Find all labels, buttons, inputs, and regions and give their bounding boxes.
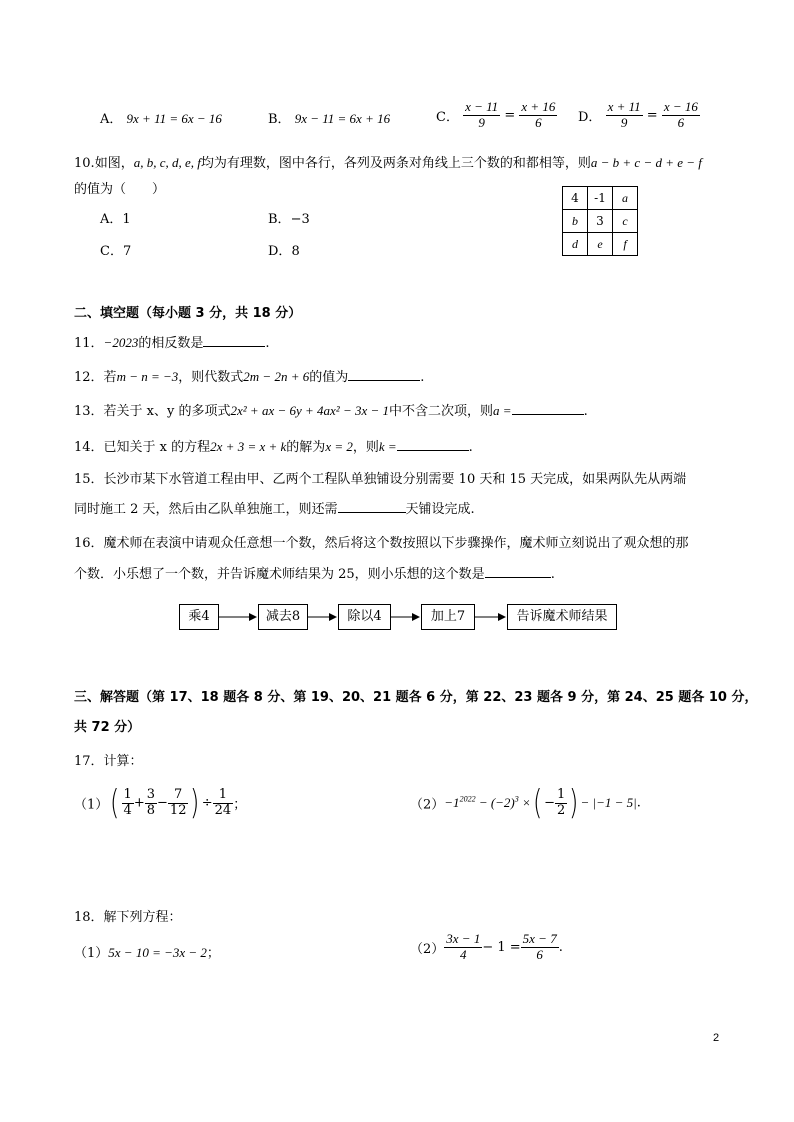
operator: + — [133, 795, 145, 811]
q12-text: 的值为 — [309, 370, 349, 385]
q17-abs-term: − |−1 − 5| — [580, 795, 637, 810]
grid-cell: e — [588, 233, 613, 256]
equals-sign: = — [504, 107, 516, 123]
frac-denominator: 8 — [146, 802, 156, 818]
q10-stem-end: 的值为（ ） — [74, 182, 166, 197]
punctuation: . — [583, 404, 588, 419]
part-label: （2） — [410, 941, 445, 957]
grid-cell: c — [613, 210, 638, 233]
q16-text: . — [550, 567, 555, 582]
punctuation: ； — [233, 797, 247, 813]
q10-stem-text: 均为有理数，图中各行，各列及两条对角线上三个数的和都相等，则 — [200, 156, 591, 171]
exponent: 3 — [514, 794, 519, 804]
fraction — [213, 788, 234, 819]
q17-part1 — [74, 783, 247, 823]
fraction — [444, 932, 482, 963]
q14-text: ，则 — [352, 440, 379, 455]
punctuation: . — [636, 795, 641, 811]
operator: × — [522, 795, 531, 811]
page-number: 2 — [713, 1032, 720, 1044]
q18-part1 — [74, 942, 220, 961]
question-number: 12． — [74, 370, 104, 385]
q13-expression: 2x² + ax − 6y + 4ax² − 3x − 1 — [230, 403, 390, 418]
q12-condition: m − n = −3 — [116, 369, 179, 384]
frac-numerator: 3x − 1 — [446, 931, 481, 946]
operator: ÷ — [201, 795, 213, 811]
q14-variable: k = — [378, 439, 397, 454]
frac-denominator: 24 — [214, 802, 232, 818]
q13-text: 中不含二次项，则 — [389, 404, 494, 419]
frac-denominator: 9 — [478, 114, 485, 130]
q13-variable: a = — [493, 403, 512, 418]
left-paren-icon: ( — [532, 783, 543, 823]
option-value: 8 — [291, 244, 300, 259]
q9-option-a-expr: 9x + 11 = 6x − 16 — [126, 111, 222, 126]
punctuation: . — [265, 336, 270, 351]
option-label: D． — [268, 244, 292, 259]
question-number: 14． — [74, 440, 104, 455]
q13-text: 若关于 x、y 的多项式 — [103, 404, 231, 419]
frac-denominator: 12 — [169, 802, 187, 818]
grid-cell: b — [563, 210, 588, 233]
frac-denominator: 4 — [123, 802, 132, 818]
frac-denominator: 6 — [677, 114, 685, 130]
operator: − — [544, 795, 555, 811]
grid-cell: -1 — [588, 187, 613, 210]
option-label: A． — [100, 212, 123, 227]
q12-text: 若 — [103, 370, 117, 385]
punctuation: . — [558, 939, 563, 955]
frac-numerator: 1 — [556, 786, 566, 802]
grid-cell: d — [563, 233, 588, 256]
q9-option-c-label: C． — [436, 109, 459, 125]
section3-title-line1: 三、解答题（第 17、18 题各 8 分、第 19、20、21 题各 6 分，第 22、23 题各 9 分，第 24、25 题各 10 分， — [74, 690, 758, 705]
frac-numerator: x + 16 — [521, 99, 556, 114]
flow-step-subtract: 减去8 — [258, 604, 308, 630]
q15-text: 天铺设完成. — [405, 502, 475, 517]
grid-cell: a — [613, 187, 638, 210]
flow-step-tell-result: 告诉魔术师结果 — [507, 604, 617, 630]
q17-base: −1 — [444, 795, 460, 811]
frac-denominator: 4 — [460, 946, 467, 962]
q11-expression: −2023 — [103, 335, 139, 350]
option-value: −3 — [290, 212, 310, 227]
frac-numerator: 3 — [146, 786, 156, 802]
punctuation: . — [420, 370, 425, 385]
right-paren-icon: ) — [190, 783, 200, 823]
frac-numerator: 1 — [213, 788, 234, 804]
frac-denominator: 6 — [536, 946, 543, 962]
left-paren-icon: ( — [110, 783, 120, 823]
q16-text: 魔术师在表演中请观众任意想一个数，然后将这个数按照以下步骤操作，魔术师立刻说出了观众想的那 — [103, 536, 689, 551]
q10-variables: a, b, c, d, e, f — [133, 155, 201, 170]
part-label: （1） — [74, 946, 109, 961]
question-number: 10. — [74, 156, 95, 171]
q9-option-d-label: D． — [578, 109, 602, 125]
fraction — [555, 788, 567, 819]
fraction — [168, 788, 189, 819]
fraction — [122, 788, 134, 819]
grid-cell: 3 — [588, 210, 613, 233]
fraction — [145, 788, 157, 819]
q14-solution: x = 2 — [325, 439, 353, 454]
frac-numerator: x − 11 — [465, 99, 499, 114]
q15-text: 同时施工 2 天，然后由乙队单独施工，则还需 — [74, 502, 338, 517]
q17-heading: 17．计算： — [74, 754, 143, 769]
grid-cell: f — [613, 233, 638, 256]
frac-numerator: 1 — [123, 786, 132, 802]
exponent: 2022 — [459, 794, 476, 804]
q18-equation: 5x − 10 = −3x − 2 — [108, 945, 207, 960]
punctuation: ； — [206, 946, 220, 961]
q18-heading: 18．解下列方程： — [74, 910, 182, 925]
grid-cell: 4 — [563, 187, 588, 210]
q12-text: ，则代数式 — [178, 370, 244, 385]
right-paren-icon: ) — [569, 783, 579, 823]
flow-step-add: 加上7 — [421, 604, 475, 630]
q10-expression: a − b + c − d + e − f — [590, 155, 702, 170]
flow-step-multiply: 乘4 — [179, 604, 219, 630]
flow-step-divide: 除以4 — [338, 604, 391, 630]
section3-title-line2: 共 72 分） — [74, 720, 141, 735]
q12-expression: 2m − 2n + 6 — [243, 369, 310, 384]
section2-title: 二、填空题（每小题 3 分，共 18 分） — [74, 306, 302, 321]
frac-denominator: 2 — [556, 802, 566, 818]
question-number: 16． — [74, 536, 104, 551]
option-value: 7 — [122, 244, 132, 259]
question-number: 13． — [74, 404, 104, 419]
part-label: （1） — [74, 797, 109, 813]
part-label: （2） — [410, 797, 445, 813]
q14-expression: 2x + 3 = x + k — [210, 439, 287, 454]
q16-text: 个数．小乐想了一个数，并告诉魔术师结果为 25，则小乐想的这个数是 — [74, 567, 485, 582]
q15-text: 长沙市某下水管道工程由甲、乙两个工程队单独铺设分别需要 10 天和 15 天完成，如果两队先从两端 — [103, 472, 687, 487]
frac-numerator: 5x − 7 — [522, 931, 557, 946]
q17-term — [444, 795, 531, 810]
question-number: 11． — [74, 336, 104, 351]
q14-text: 的解为 — [286, 440, 326, 455]
q9-option-b-expr: 9x − 11 = 6x + 16 — [294, 111, 391, 126]
operator: − — [157, 795, 168, 811]
q9-option-a-label: A． — [100, 112, 123, 127]
option-label: C． — [100, 244, 123, 259]
frac-denominator: 9 — [620, 114, 628, 130]
q17-part2 — [410, 783, 641, 823]
q9-option-b-label: B． — [268, 112, 291, 127]
fraction — [521, 932, 559, 963]
q18-part2 — [410, 932, 563, 963]
q11-text: 的相反数是 — [138, 336, 204, 351]
frac-numerator: x + 11 — [607, 99, 641, 114]
option-label: B． — [268, 212, 291, 227]
equals-sign: = — [646, 107, 658, 123]
frac-numerator: x − 16 — [663, 99, 698, 114]
q10-stem-text: 如图， — [94, 156, 134, 171]
q18-text: − 1 = — [482, 939, 521, 955]
question-number: 15． — [74, 472, 104, 487]
option-value: 1 — [122, 212, 131, 227]
q17-base: − (−2) — [478, 795, 515, 811]
q14-text: 已知关于 x 的方程 — [103, 440, 211, 455]
frac-numerator: 7 — [168, 788, 189, 804]
punctuation: . — [468, 440, 473, 455]
frac-denominator: 6 — [535, 114, 542, 130]
